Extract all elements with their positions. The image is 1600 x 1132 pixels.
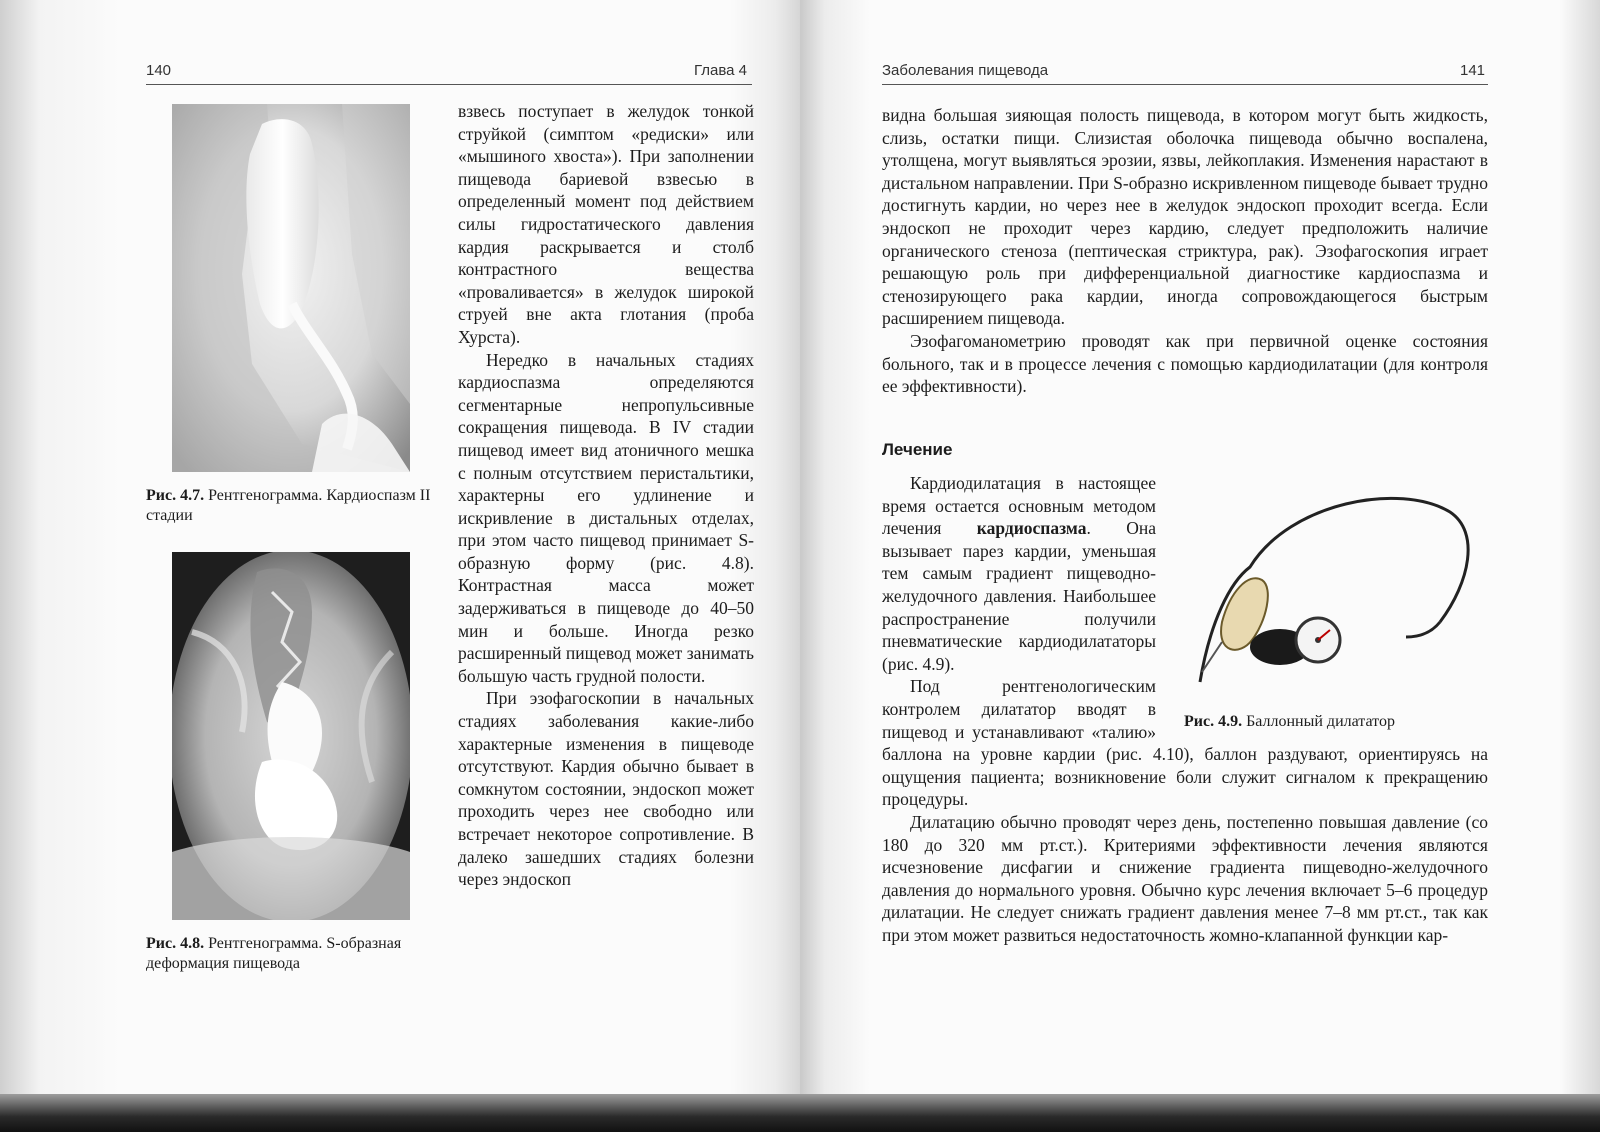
caption-label: Рис. 4.9. — [1184, 713, 1243, 730]
page-number-right: 141 — [1460, 62, 1486, 79]
caption-text: Рентгенограмма. S-образная деформация пищевода — [146, 935, 402, 972]
paragraph: Эзофагоманометрию проводят как при первичной оценке состояния больного, так и в процессе лечения с помощью кардиодилатации (для контроля ее эффективности). — [882, 330, 1488, 397]
caption-label: Рис. 4.8. — [146, 935, 205, 952]
scan-bottom-edge — [0, 1094, 1600, 1132]
paragraph: видна большая зияющая полость пищевода, в котором могут быть жидкость, слизь, остатки пищи. Слизистая оболочка пищевода обычно воспалена, утолщена, могут выявляться эрозии, язвы, лейкоплакия. Изменения нарастают в дистальном направлении. При S-образно искривленном пищеводе бывает трудно достигнуть кардии, но через нее в желудок эндоскоп проходит всегда. Если эндоскоп не проходит через кардию, следует предположить наличие органического стеноза (пептическая стриктура, рак). Эзофагоскопия играет решающую роль при дифференциальной диагностике кардиоспазма и стенозирующего рака кардии, иногда сопровождающегося быстрым расширением пищевода. — [882, 105, 1488, 329]
paragraph: Нередко в начальных стадиях кардиоспазма определяются сегментарные непропульсивные сокращения пищевода. В IV стадии пищевод имеет вид атоничного мешка с полным отсутствием перистальтики, характерны его удлинение и искривление в дистальных отделах, при этом часто пищевод принимает S-образную форму (рис. 4.8). Контрастная масса может задерживаться в пищеводе до 40–50 мин и больше. Иногда резко расширенный пищевод может занимать большую часть грудной полости. — [458, 349, 754, 686]
caption-text: Баллонный дилататор — [1246, 713, 1395, 730]
section-heading: Лечение — [882, 440, 953, 459]
paragraph: При эзофагоскопии в начальных стадиях заболевания какие-либо характерные изменения в пищеводе отсутствуют. Кардия обычно бывает в сомкнутом состоянии, эндоскоп может проходить через нее свободно или встречает некоторое сопротивление. В далеко зашедших стадиях болезни через эндоскоп — [458, 688, 754, 890]
right-page — [800, 0, 1600, 1100]
figure-4-9 — [1170, 472, 1488, 734]
bold-term: кардиоспазма — [976, 518, 1087, 539]
header-rule-left — [146, 84, 752, 85]
paragraph: Под рентгенологическим контролем дилататор вводят в пищевод и устанавливают «талию» баллона на уровне кардии (рис. 4.10), баллон раздувают, ориентируясь на ощущения пациента; возникновение боли служит сигналом к прекращению процедуры. — [882, 676, 1488, 810]
header-rule-right — [882, 84, 1488, 85]
right-text-treatment — [882, 472, 1488, 946]
running-head-right: Заболевания пищевода — [882, 62, 1049, 79]
right-text-top — [882, 104, 1488, 398]
figure-caption-4-8 — [146, 934, 446, 974]
caption-text: Рентгенограмма. Кардиоспазм II стадии — [146, 487, 431, 524]
figure-caption-4-9 — [1184, 712, 1504, 732]
balloon-dilator-image — [1170, 472, 1488, 704]
figure-caption-4-7 — [146, 486, 446, 526]
left-page — [0, 0, 800, 1100]
xray-figure-4-8 — [172, 552, 410, 920]
running-head-left: Глава 4 — [694, 62, 748, 79]
text-run: . Она вызывает парез кардии, уменьшая тем самым градиент пищеводно-желудочного давления. Наибольшее распространение получили пневматические кардиодилататоры (рис. 4.9). — [882, 518, 1156, 674]
xray-figure-4-7 — [172, 104, 410, 472]
caption-label: Рис. 4.7. — [146, 487, 205, 504]
text-run: Кардиодилатация в настоящее время остается основным методом лечения — [882, 473, 1156, 539]
paragraph: взвесь поступает в желудок тонкой струйкой (симптом «редиски» или «мышиного хвоста»). При заполнении пищевода бариевой взвесью в определенный момент под действием силы гидростатического давления кардия раскрывается и столб контрастного вещества «проваливается» в желудок широкой струей вне акта глотания (проба Хурста). — [458, 101, 754, 347]
page-number-left: 140 — [146, 62, 172, 79]
paragraph: Дилатацию обычно проводят через день, постепенно повышая давление (со 180 до 320 мм рт.ст.). Критериями эффективности лечения являются исчезновение дисфагии и снижение градиента пищеводно-желудочного давления до нормального уровня. Обычно курс лечения включает 5–6 процедур дилатации. Не следует снижать градиент давления менее 7–8 мм рт.ст., так как при этом может развиться недостаточность жомно-клапанной функции кар- — [882, 811, 1488, 945]
left-text-column — [458, 100, 754, 891]
